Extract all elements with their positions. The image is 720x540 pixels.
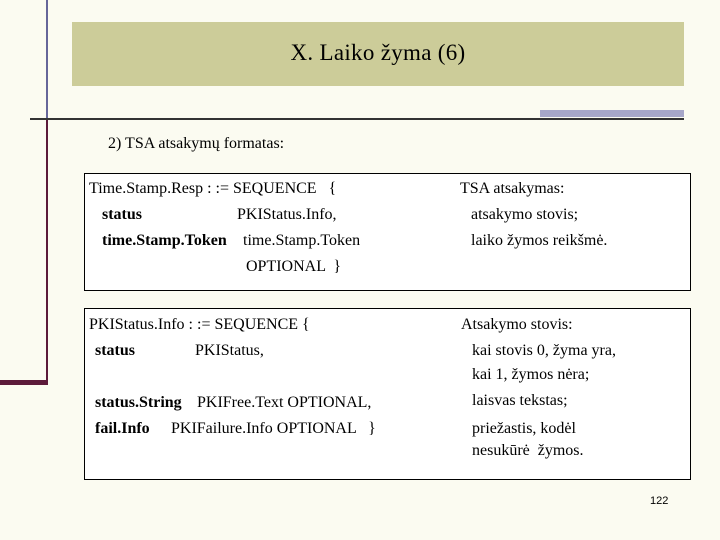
page-number: 122 xyxy=(650,495,669,507)
description-line: atsakymo stovis; xyxy=(471,206,579,223)
code-field-type: PKIStatus.Info, xyxy=(237,206,337,223)
description-line: kai stovis 0, žyma yra, xyxy=(472,342,616,359)
slide-title: X. Laiko žyma (6) xyxy=(290,40,466,65)
description-line: nesukūrė žymos. xyxy=(472,442,584,459)
code-field-name: status xyxy=(102,206,143,223)
code-line: OPTIONAL } xyxy=(246,258,342,275)
code-line: Time.Stamp.Resp : := SEQUENCE { xyxy=(89,180,337,197)
code-line: PKIStatus.Info : := SEQUENCE { xyxy=(89,316,310,333)
decorative-left-rule-lower xyxy=(46,120,48,382)
pki-status-info-box xyxy=(84,308,691,480)
code-field-name: time.Stamp.Token xyxy=(102,232,227,249)
code-field-name: fail.Info xyxy=(95,420,150,437)
code-field-type: PKIFree.Text OPTIONAL, xyxy=(197,394,372,411)
code-field-type: PKIFailure.Info OPTIONAL } xyxy=(171,420,376,437)
description-line: kai 1, žymos nėra; xyxy=(472,366,590,383)
description-heading: Atsakymo stovis: xyxy=(461,316,573,333)
slide-subtitle: 2) TSA atsakymų formatas: xyxy=(108,135,285,152)
description-line: laiko žymos reikšmė. xyxy=(471,232,608,249)
timestamp-resp-box xyxy=(84,173,691,291)
code-field-name: status.String xyxy=(95,394,182,411)
description-heading: TSA atsakymas: xyxy=(460,180,565,197)
code-field-type: time.Stamp.Token xyxy=(243,232,361,249)
code-field-type: PKIStatus, xyxy=(195,342,264,359)
description-line: laisvas tekstas; xyxy=(472,392,568,409)
title-band xyxy=(72,22,684,86)
decorative-left-bar xyxy=(0,380,48,385)
description-line: priežastis, kodėl xyxy=(472,420,576,437)
decorative-accent-bar xyxy=(540,110,684,117)
decorative-left-rule xyxy=(46,0,48,120)
title-divider xyxy=(30,118,684,120)
code-field-name: status xyxy=(95,342,136,359)
